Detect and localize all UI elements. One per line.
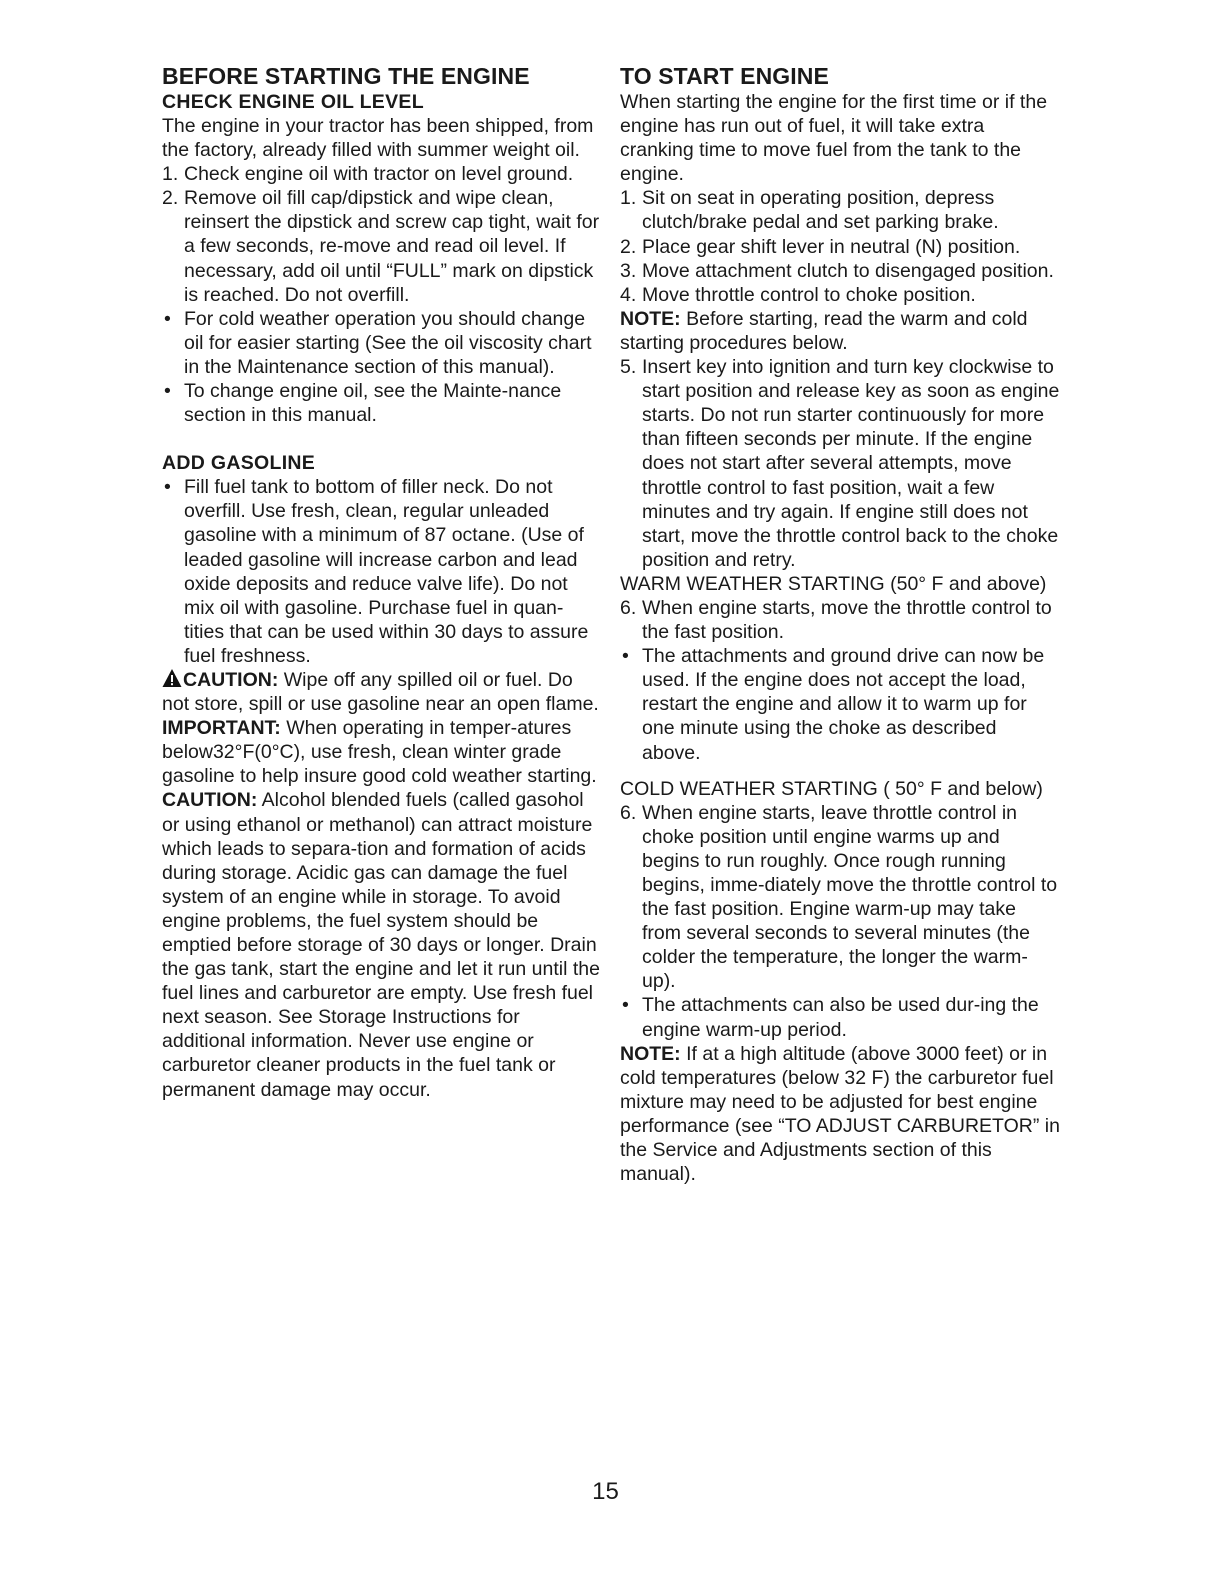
caution-text: Alcohol blended fuels (called gasohol or using ethanol or methanol) can attract moisture which leads to separa-tion and formation of acids during storage. Acidic gas can damage the fuel system of an engine while in storage. To avoid engine problems, the fuel system should be emptied before storage of 30 days or longer. Drain the gas tank, start the engine and let it run until the fuel lines and carburetor are empty. Use fresh fuel next season. See Storage Instructions for additional information. Never use engine or carburetor cleaner products in the fuel tank or permanent damage may occur. (162, 789, 600, 1101)
note-text: If at a high altitude (above 3000 feet) or in cold temperatures (below 32 F) the carburetor fuel mixture may need to be adjusted for best engine performance (see “TO ADJUST CARBURETOR” in the Service and Adjustments section of this manual). (620, 1042, 1060, 1186)
step-number: 2. (620, 235, 637, 258)
list-item (620, 235, 1060, 259)
bullet-marker: • (622, 994, 629, 1017)
warm-steps (620, 596, 1060, 765)
list-item-text: Remove oil fill cap/dipstick and wipe clean, reinsert the dipstick and screw cap tight, wait for a few seconds, re-move and read oil level. If necessary, add oil until “FULL” mark on dipstick is reached. Do not overfill. (184, 187, 600, 306)
start-steps-a (620, 186, 1060, 306)
bullet-marker: • (164, 476, 171, 499)
list-item-text: Move throttle control to choke position. (642, 283, 976, 306)
list-item (620, 993, 1060, 1041)
cold-steps (620, 801, 1060, 1042)
caution-text: Wipe off any spilled oil or fuel. Do not store, spill or use gasoline near an open flame. (162, 668, 599, 716)
list-item (620, 355, 1060, 572)
list-item (162, 379, 600, 427)
oil-steps (162, 162, 600, 427)
important-cold (162, 716, 600, 788)
list-item (620, 644, 1060, 764)
step-number: 6. (620, 596, 637, 619)
start-steps-b (620, 355, 1060, 572)
list-item-text: When engine starts, leave throttle control in choke position until engine warms up and begins to run roughly. Once rough running begins, imme-diately move the throttle control to the fast position. Engine warm-up may take from several seconds to several minutes (the colder the temperature, the longer the warm-up). (642, 801, 1058, 993)
note-text: Before starting, read the warm and cold starting procedures below. (620, 307, 1028, 354)
heading-check-oil: CHECK ENGINE OIL LEVEL (162, 91, 424, 113)
note-altitude (620, 1042, 1060, 1187)
caution-label: CAUTION: (162, 789, 258, 812)
caution-label: CAUTION: (183, 668, 279, 691)
caution-spill (162, 668, 600, 716)
list-item-text: To change engine oil, see the Mainte-nance section in this manual. (184, 380, 562, 427)
left-column (162, 62, 600, 1102)
start-intro: When starting the engine for the first time or if the engine has run out of fuel, it will take extra cranking time to move fuel from the tank to the engine. (620, 91, 1048, 186)
list-item (162, 162, 600, 186)
step-number: 4. (620, 283, 637, 306)
note-label: NOTE: (620, 307, 681, 330)
section-title-to-start: TO START ENGINE (620, 63, 829, 89)
heading-add-gasoline: ADD GASOLINE (162, 452, 316, 475)
list-item-text: Check engine oil with tractor on level ground. (184, 163, 574, 186)
list-item-text: Move attachment clutch to disengaged position. (642, 259, 1054, 282)
list-item (620, 801, 1060, 994)
heading-cold-weather: COLD WEATHER STARTING ( 50° F and below) (620, 777, 1043, 800)
list-item-text: Sit on seat in operating position, depress clutch/brake pedal and set parking brake. (642, 187, 999, 234)
list-item-text: When engine starts, move the throttle control to the fast position. (642, 596, 1052, 644)
section-title-before-starting: BEFORE STARTING THE ENGINE (162, 63, 530, 89)
list-item-text: The attachments and ground drive can now be used. If the engine does not accept the load, restart the engine and allow it to warm up for one minute using the choke as described above. (642, 645, 1045, 764)
list-item (162, 475, 600, 668)
bullet-marker: • (164, 380, 171, 403)
list-item (620, 259, 1060, 283)
list-item-text: The attachments can also be used dur-ing the engine warm-up period. (642, 994, 1039, 1041)
step-number: 1. (162, 163, 179, 186)
list-item-text: For cold weather operation you should change oil for easier starting (See the oil viscosity chart in the Maintenance section of this manual). (184, 307, 592, 378)
bullet-marker: • (164, 307, 171, 330)
oil-intro: The engine in your tractor has been shipped, from the factory, already filled with summer weight oil. (162, 115, 594, 162)
note-before-starting (620, 307, 1060, 355)
right-column (620, 62, 1060, 1186)
list-item-text: Fill fuel tank to bottom of filler neck. Do not overfill. Use fresh, clean, regular unleaded gasoline with a minimum of 87 octane. (Use of leaded gasoline will increase carbon and lead oxide deposits and reduce valve life). Do not mix oil with gasoline. Purchase fuel in quan-tities that can be used within 30 days to assure fuel freshness. (184, 476, 589, 667)
caution-alcohol (162, 788, 600, 1101)
step-number: 2. (162, 187, 179, 210)
list-item (162, 186, 600, 306)
gas-steps (162, 475, 600, 668)
step-number: 1. (620, 187, 637, 210)
important-label: IMPORTANT: (162, 717, 281, 740)
list-item (162, 307, 600, 379)
list-item (620, 186, 1060, 234)
important-text: When operating in temper-atures below32°F(0°C), use fresh, clean winter grade gasoline to help insure good cold weather starting. (162, 717, 597, 788)
bullet-marker: • (622, 645, 629, 668)
list-item (620, 283, 1060, 307)
page-number: 15 (592, 1478, 619, 1505)
note-label: NOTE: (620, 1042, 681, 1065)
step-number: 3. (620, 259, 637, 282)
heading-warm-weather: WARM WEATHER STARTING (50° F and above) (620, 572, 1047, 595)
list-item-text: Insert key into ignition and turn key clockwise to start position and release key as soon as engine starts. Do not run starter continuously for more than fifteen seconds per minute. If the engine does not start after several attempts, move throttle control to fast position, wait a few minutes and try again. If engine still does not start, move the throttle control back to the choke position and retry. (642, 356, 1060, 571)
step-number: 6. (620, 801, 637, 824)
list-item-text: Place gear shift lever in neutral (N) position. (642, 235, 1021, 258)
warning-triangle-icon (162, 668, 182, 688)
list-item (620, 596, 1060, 644)
step-number: 5. (620, 356, 637, 379)
